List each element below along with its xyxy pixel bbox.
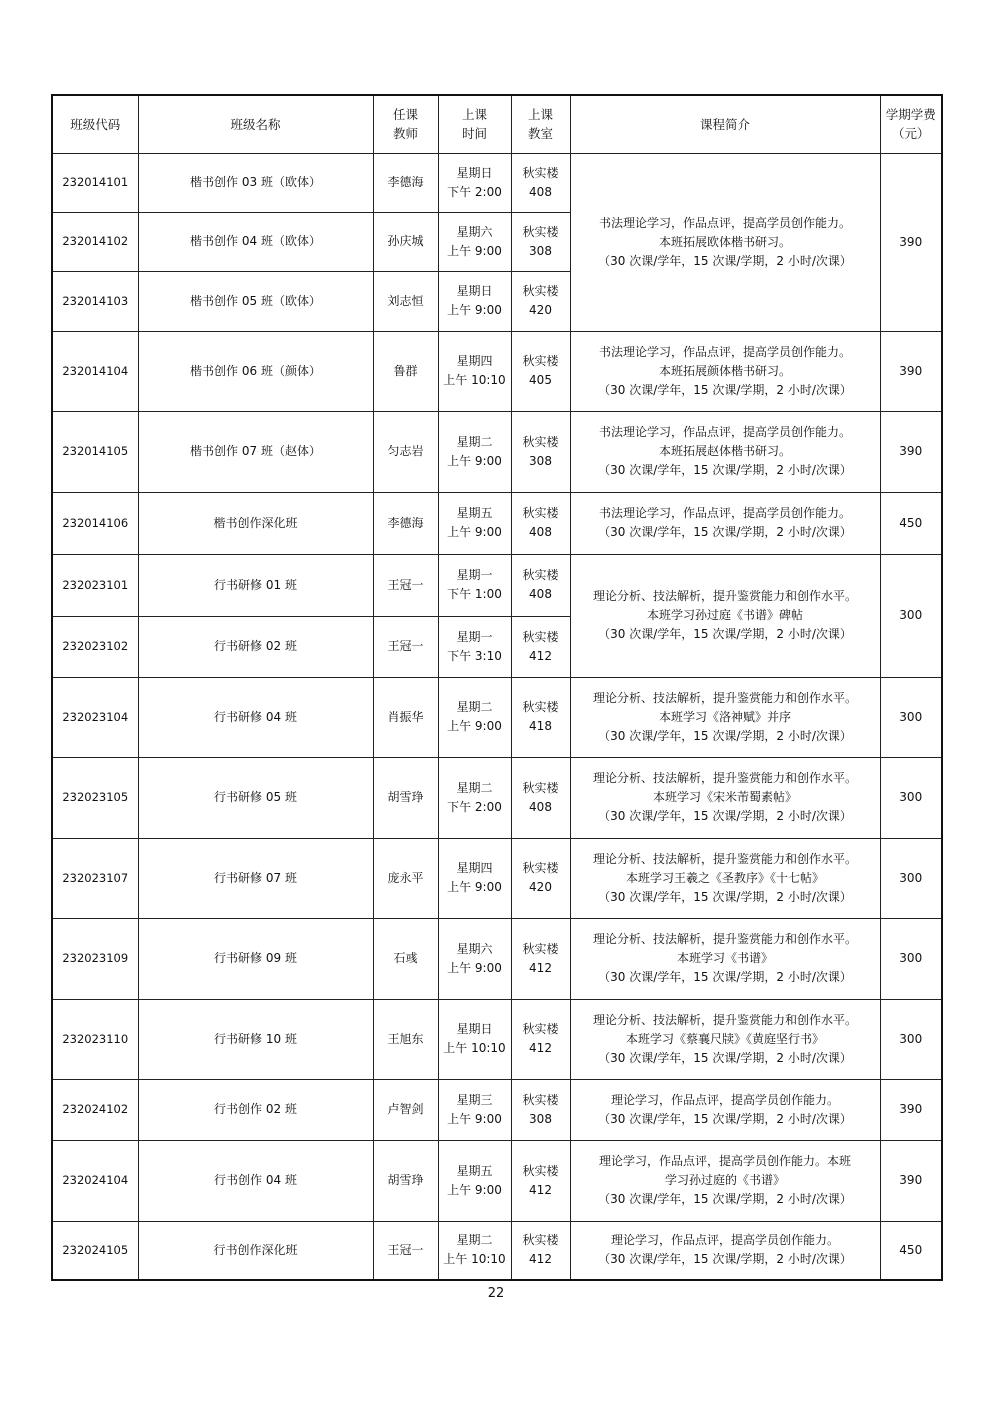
classroom: 秋实楼 420: [511, 838, 570, 918]
class-name: 行书研修 07 班: [138, 838, 373, 918]
class-time: 星期二 上午 9:00: [438, 677, 511, 757]
class-code: 232023102: [52, 616, 138, 677]
class-time: 星期四 上午 10:10: [438, 331, 511, 411]
class-time: 星期二 上午 9:00: [438, 411, 511, 492]
teacher-name: 孙庆城: [373, 212, 438, 271]
classroom: 秋实楼 308: [511, 411, 570, 492]
course-description: 书法理论学习，作品点评，提高学员创作能力。 （30 次课/学年，15 次课/学期，2 小时/次课）: [570, 492, 880, 554]
course-description: 理论分析、技法解析，提升鉴赏能力和创作水平。 本班学习《书谱》 （30 次课/学年，15 次课/学期，2 小时/次课）: [570, 918, 880, 999]
class-name: 楷书创作 06 班（颜体）: [138, 331, 373, 411]
header-row: [52, 95, 942, 153]
table-row: [52, 1221, 942, 1280]
class-code: 232023110: [52, 999, 138, 1079]
term-fee: 390: [880, 331, 942, 411]
term-fee: 390: [880, 153, 942, 331]
header-teacher: 任课 教师: [373, 95, 438, 153]
class-name: 楷书创作 05 班（欧体）: [138, 271, 373, 331]
class-code: 232024104: [52, 1140, 138, 1221]
term-fee: 300: [880, 677, 942, 757]
class-time: 星期一 下午 1:00: [438, 554, 511, 616]
class-code: 232014106: [52, 492, 138, 554]
classroom: 秋实楼 412: [511, 918, 570, 999]
course-description: 理论分析、技法解析，提升鉴赏能力和创作水平。 本班学习王羲之《圣教序》《十七帖》 （30 次课/学年，15 次课/学期，2 小时/次课）: [570, 838, 880, 918]
class-code: 232014103: [52, 271, 138, 331]
term-fee: 300: [880, 999, 942, 1079]
class-time: 星期四 上午 9:00: [438, 838, 511, 918]
class-code: 232024105: [52, 1221, 138, 1280]
classroom: 秋实楼 412: [511, 616, 570, 677]
class-name: 行书研修 10 班: [138, 999, 373, 1079]
class-code: 232023104: [52, 677, 138, 757]
page-number: 22: [487, 1286, 505, 1301]
class-name: 行书研修 02 班: [138, 616, 373, 677]
course-description: 书法理论学习，作品点评，提高学员创作能力。 本班拓展赵体楷书研习。 （30 次课/学年，15 次课/学期，2 小时/次课）: [570, 411, 880, 492]
teacher-name: 卢智剑: [373, 1079, 438, 1140]
course-description: 书法理论学习，作品点评，提高学员创作能力。 本班拓展颜体楷书研习。 （30 次课/学年，15 次课/学期，2 小时/次课）: [570, 331, 880, 411]
course-description: 理论学习，作品点评，提高学员创作能力。 （30 次课/学年，15 次课/学期，2 小时/次课）: [570, 1221, 880, 1280]
class-code: 232014102: [52, 212, 138, 271]
course-description: 理论学习，作品点评，提高学员创作能力。本班 学习孙过庭的《书谱》 （30 次课/学年，15 次课/学期，2 小时/次课）: [570, 1140, 880, 1221]
class-time: 星期一 下午 3:10: [438, 616, 511, 677]
class-time: 星期二 下午 2:00: [438, 757, 511, 838]
classroom: 秋实楼 412: [511, 1221, 570, 1280]
table-row: [52, 331, 942, 411]
class-time: 星期二 上午 10:10: [438, 1221, 511, 1280]
classroom: 秋实楼 412: [511, 1140, 570, 1221]
course-description: 理论分析、技法解析，提升鉴赏能力和创作水平。 本班学习《宋米芾蜀素帖》 （30 次课/学年，15 次课/学期，2 小时/次课）: [570, 757, 880, 838]
teacher-name: 庞永平: [373, 838, 438, 918]
teacher-name: 李德海: [373, 492, 438, 554]
class-name: 行书研修 05 班: [138, 757, 373, 838]
teacher-name: 刘志恒: [373, 271, 438, 331]
course-schedule-table: [51, 94, 943, 1281]
class-name: 行书研修 04 班: [138, 677, 373, 757]
teacher-name: 王冠一: [373, 1221, 438, 1280]
table-row: [52, 677, 942, 757]
table-row: [52, 554, 942, 616]
class-time: 星期六 上午 9:00: [438, 212, 511, 271]
teacher-name: 鲁群: [373, 331, 438, 411]
teacher-name: 王冠一: [373, 554, 438, 616]
teacher-name: 肖振华: [373, 677, 438, 757]
teacher-name: 王旭东: [373, 999, 438, 1079]
classroom: 秋实楼 418: [511, 677, 570, 757]
teacher-name: 李德海: [373, 153, 438, 212]
course-description: 理论分析、技法解析，提升鉴赏能力和创作水平。 本班学习《洛神赋》并序 （30 次课/学年，15 次课/学期，2 小时/次课）: [570, 677, 880, 757]
table-row: [52, 757, 942, 838]
term-fee: 300: [880, 838, 942, 918]
table-row: [52, 918, 942, 999]
classroom: 秋实楼 308: [511, 1079, 570, 1140]
table-row: [52, 999, 942, 1079]
class-code: 232023107: [52, 838, 138, 918]
class-time: 星期六 上午 9:00: [438, 918, 511, 999]
class-name: 楷书创作 07 班（赵体）: [138, 411, 373, 492]
class-name: 行书创作 04 班: [138, 1140, 373, 1221]
course-description: 书法理论学习，作品点评，提高学员创作能力。 本班拓展欧体楷书研习。 （30 次课/学年，15 次课/学期，2 小时/次课）: [570, 153, 880, 331]
course-description: 理论分析、技法解析，提升鉴赏能力和创作水平。 本班学习《蔡襄尺牍》《黄庭坚行书》 （30 次课/学年，15 次课/学期，2 小时/次课）: [570, 999, 880, 1079]
class-time: 星期五 上午 9:00: [438, 1140, 511, 1221]
term-fee: 300: [880, 554, 942, 677]
header-time: 上课 时间: [438, 95, 511, 153]
term-fee: 450: [880, 492, 942, 554]
class-name: 行书创作深化班: [138, 1221, 373, 1280]
classroom: 秋实楼 408: [511, 492, 570, 554]
class-code: 232014105: [52, 411, 138, 492]
class-name: 楷书创作 03 班（欧体）: [138, 153, 373, 212]
class-code: 232014101: [52, 153, 138, 212]
class-time: 星期五 上午 9:00: [438, 492, 511, 554]
course-description: 理论分析、技法解析，提升鉴赏能力和创作水平。 本班学习孙过庭《书谱》碑帖 （30 次课/学年，15 次课/学期，2 小时/次课）: [570, 554, 880, 677]
class-name: 行书创作 02 班: [138, 1079, 373, 1140]
header-code: 班级代码: [52, 95, 138, 153]
term-fee: 300: [880, 918, 942, 999]
class-time: 星期日 下午 2:00: [438, 153, 511, 212]
term-fee: 450: [880, 1221, 942, 1280]
class-name: 楷书创作深化班: [138, 492, 373, 554]
class-name: 行书研修 01 班: [138, 554, 373, 616]
class-time: 星期三 上午 9:00: [438, 1079, 511, 1140]
class-name: 楷书创作 04 班（欧体）: [138, 212, 373, 271]
header-description: 课程简介: [570, 95, 880, 153]
class-time: 星期日 上午 9:00: [438, 271, 511, 331]
classroom: 秋实楼 308: [511, 212, 570, 271]
classroom: 秋实楼 405: [511, 331, 570, 411]
class-code: 232024102: [52, 1079, 138, 1140]
classroom: 秋实楼 408: [511, 153, 570, 212]
classroom: 秋实楼 420: [511, 271, 570, 331]
table-row: [52, 1079, 942, 1140]
teacher-name: 王冠一: [373, 616, 438, 677]
term-fee: 390: [880, 1140, 942, 1221]
course-description: 理论学习，作品点评，提高学员创作能力。 （30 次课/学年，15 次课/学期，2 小时/次课）: [570, 1079, 880, 1140]
teacher-name: 石彧: [373, 918, 438, 999]
header-room: 上课 教室: [511, 95, 570, 153]
table-row: [52, 411, 942, 492]
class-code: 232023101: [52, 554, 138, 616]
teacher-name: 胡雪琤: [373, 757, 438, 838]
table-row: [52, 492, 942, 554]
table-row: [52, 838, 942, 918]
table-row: [52, 153, 942, 212]
term-fee: 300: [880, 757, 942, 838]
classroom: 秋实楼 412: [511, 999, 570, 1079]
header-name: 班级名称: [138, 95, 373, 153]
teacher-name: 匀志岩: [373, 411, 438, 492]
class-name: 行书研修 09 班: [138, 918, 373, 999]
term-fee: 390: [880, 411, 942, 492]
classroom: 秋实楼 408: [511, 554, 570, 616]
classroom: 秋实楼 408: [511, 757, 570, 838]
teacher-name: 胡雪琤: [373, 1140, 438, 1221]
class-code: 232014104: [52, 331, 138, 411]
class-code: 232023105: [52, 757, 138, 838]
class-time: 星期日 上午 10:10: [438, 999, 511, 1079]
term-fee: 390: [880, 1079, 942, 1140]
table-row: [52, 1140, 942, 1221]
header-fee: 学期学费 （元）: [880, 95, 942, 153]
class-code: 232023109: [52, 918, 138, 999]
